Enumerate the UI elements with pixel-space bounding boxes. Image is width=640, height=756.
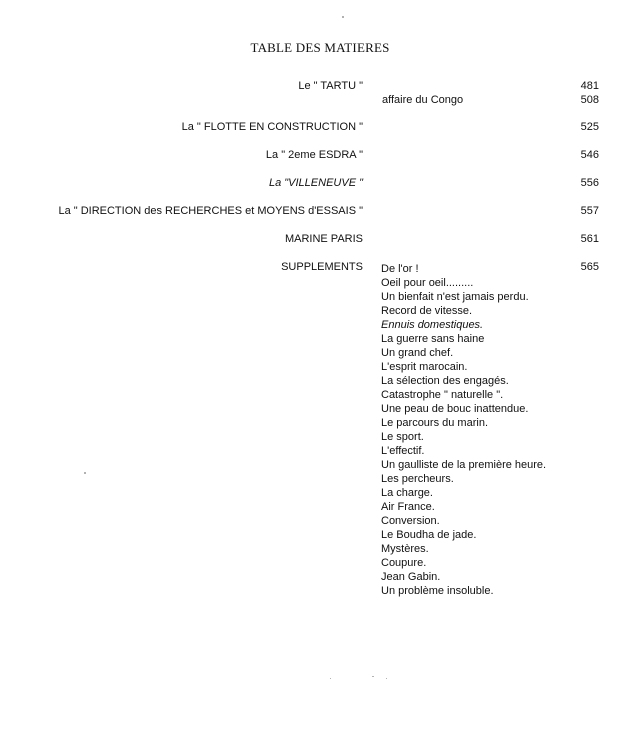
list-item: Jean Gabin. xyxy=(381,571,441,583)
toc-entry-page: 557 xyxy=(580,205,599,217)
toc-entry-label: MARINE PARIS xyxy=(284,233,363,245)
toc-entry-label-prefix: La xyxy=(268,177,282,189)
scan-speck xyxy=(372,676,374,677)
list-item: Une peau de bouc inattendue. xyxy=(381,403,529,415)
toc-entry-label: Le " TARTU " xyxy=(298,80,363,92)
toc-entry-page: 565 xyxy=(580,261,599,273)
scan-speck xyxy=(84,472,86,474)
toc-entry-page: 556 xyxy=(580,177,599,189)
list-item: De l'or ! xyxy=(381,263,419,275)
list-item: Ennuis domestiques. xyxy=(381,319,484,331)
supplements-list xyxy=(381,262,546,598)
list-item: Record de vitesse. xyxy=(381,305,473,317)
list-item: Le Boudha de jade. xyxy=(381,529,477,541)
toc-entry-label: SUPPLEMENTS xyxy=(281,261,363,273)
list-item: Air France. xyxy=(381,501,435,513)
toc-entry-label-italic: "VILLENEUVE " xyxy=(281,177,363,189)
scan-speck xyxy=(386,678,387,679)
toc-entry-page: 508 xyxy=(580,94,599,106)
list-item: Catastrophe " naturelle ". xyxy=(381,389,504,401)
list-item: Un gaulliste de la première heure. xyxy=(381,459,547,471)
list-item: Un grand chef. xyxy=(381,347,454,359)
list-item: La guerre sans haine xyxy=(381,333,485,345)
list-item: Oeil pour oeil......... xyxy=(381,277,474,289)
toc-entry-page: 561 xyxy=(580,233,599,245)
list-item: La charge. xyxy=(381,487,433,499)
scan-speck xyxy=(330,678,331,679)
toc-entry-label: La " 2eme ESDRA " xyxy=(265,149,363,161)
list-item: Mystères. xyxy=(381,543,429,555)
list-item: Un problème insoluble. xyxy=(381,585,494,597)
scan-speck xyxy=(342,16,344,18)
toc-entry-page: 546 xyxy=(580,149,599,161)
page-title: TABLE DES MATIERES xyxy=(250,40,390,55)
toc-entry-label: La " FLOTTE EN CONSTRUCTION " xyxy=(181,121,363,133)
list-item: Un bienfait n'est jamais perdu. xyxy=(381,291,529,303)
list-item: Les percheurs. xyxy=(381,473,454,485)
list-item: La sélection des engagés. xyxy=(381,375,509,387)
toc-entry-page: 481 xyxy=(580,80,599,92)
list-item: Coupure. xyxy=(381,557,427,569)
toc-entry-label xyxy=(269,177,363,190)
toc-subentry-label: affaire du Congo xyxy=(382,94,464,106)
list-item: Conversion. xyxy=(381,515,440,527)
list-item: L'effectif. xyxy=(381,445,425,457)
list-item: Le sport. xyxy=(381,431,424,443)
toc-entry-label: La " DIRECTION des RECHERCHES et MOYENS d'ESSAIS " xyxy=(58,205,363,217)
toc-entry-page: 525 xyxy=(580,121,599,133)
list-item: L'esprit marocain. xyxy=(381,361,468,373)
list-item: Le parcours du marin. xyxy=(381,417,488,429)
